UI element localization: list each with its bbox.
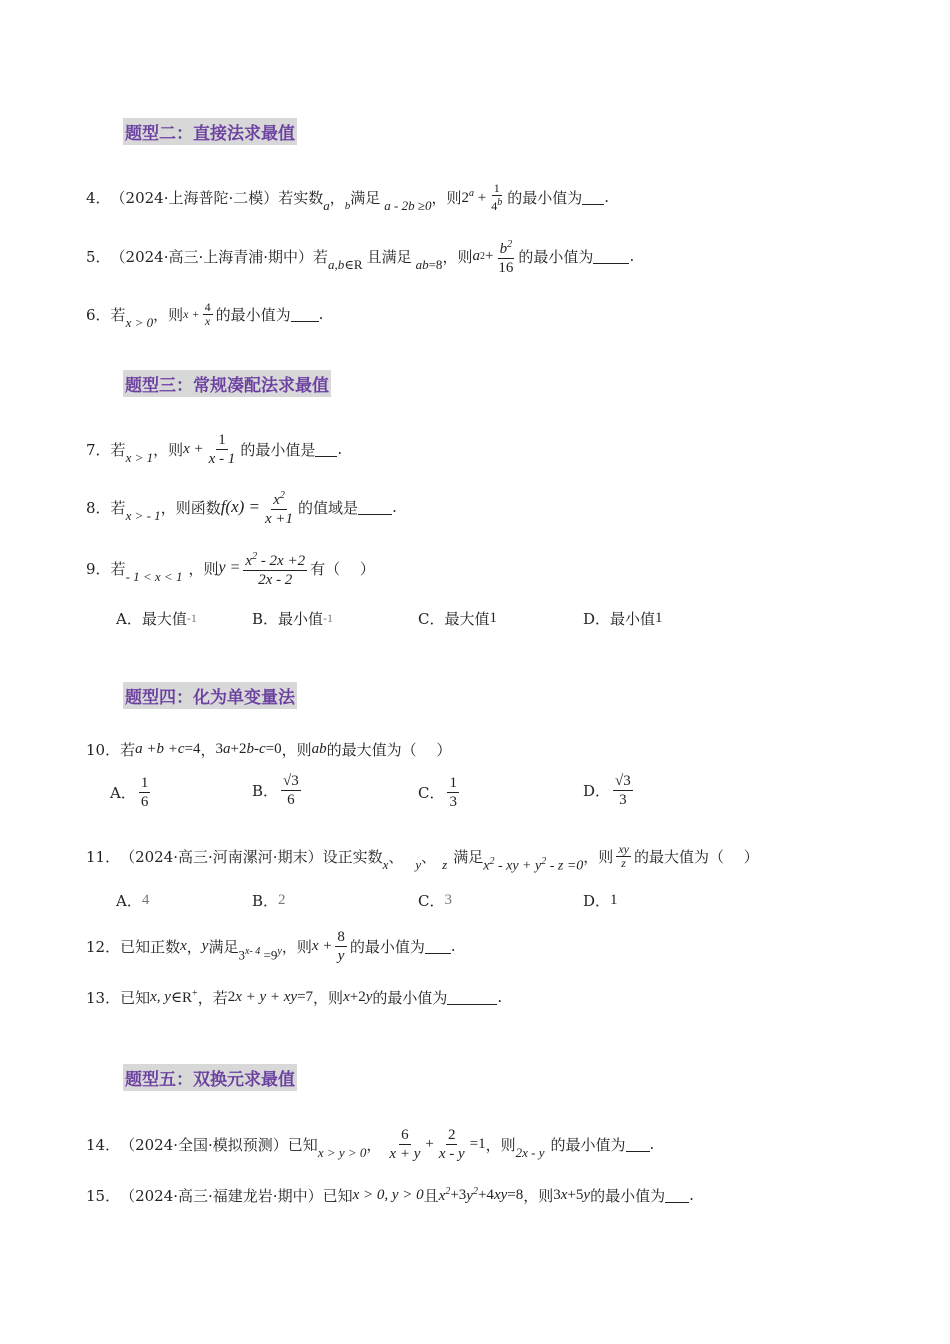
question-text: 已知 (120, 988, 151, 1007)
question-text: 、 (388, 847, 404, 866)
option-a[interactable] (116, 608, 197, 629)
question-text: 的最小值为 (349, 937, 425, 956)
question-15: 15． （2024·高三·福建龙岩·期中）已知 x > 0, y > 0 且 $x^2$ +3 $y^2$ +4 xy =8 ，则 3 x +5 y 的最小值为 . (86, 1185, 694, 1205)
question-text: ， (200, 740, 216, 759)
question-7: 7． 若 x > 1 ，则 x + $\frac{1}{x - 1}$ 的最小值是 . (86, 431, 343, 467)
option-value: 4 (141, 892, 150, 908)
question-text: . (689, 1186, 694, 1204)
question-number: 8． (86, 498, 111, 517)
option-c[interactable] (418, 890, 452, 911)
question-8: 8． 若 x > - 1 ，则函数 f(x) = $\frac{x^2}{x +1}$ 的值域是 . (86, 487, 397, 527)
option-d[interactable] (583, 608, 663, 629)
question-text: . (629, 247, 635, 265)
answer-blank[interactable] (425, 939, 451, 954)
question-text: ，则 (281, 740, 312, 759)
question-number: 14． (86, 1135, 121, 1154)
question-text: ，则 (188, 559, 219, 578)
option-value: 1 (655, 610, 663, 626)
question-text: 的最小值为 (518, 247, 594, 266)
question-text: ，则 (313, 988, 344, 1007)
question-text: . (337, 440, 343, 458)
question-text: 的最小值为 (590, 1186, 666, 1205)
question-text: ，则 (281, 937, 312, 956)
question-4: 4． （2024·上海普陀·二模）若实数 a ， b 满足 a - 2b ≥0 ，则 $2^a$ + $\frac{1}{4^b}$ 的最小值为 . (86, 180, 610, 213)
option-label: B．最小值 (252, 610, 324, 628)
option-c[interactable]: C． $\frac{1}{3}$ (418, 775, 457, 810)
question-text: 的值域是 (298, 498, 359, 517)
question-text: . (604, 188, 610, 206)
option-d[interactable] (583, 890, 618, 911)
option-value: 3 (444, 892, 452, 908)
section-heading-4: 题型四：化为单变量法 (123, 682, 297, 709)
question-text: . (450, 937, 456, 955)
question-text: （2024·高三·河南漯河·期末）设正实数 (120, 847, 383, 866)
question-text: 满足 (350, 188, 381, 207)
question-text: （2024·高三·福建龙岩·期中）已知 (120, 1186, 353, 1205)
option-label: D． (583, 892, 611, 910)
option-value: -1 (323, 611, 334, 625)
option-label: B． (252, 892, 279, 910)
question-text: ，则 (153, 440, 184, 459)
question-11: 11． （2024·高三·河南漯河·期末）设正实数 x 、 y 、 z 满足 $x^2$ - xy + $y^2 - z =0$ ，则 $\frac{xy}{z}$ 的最大值为（ ） (86, 841, 759, 874)
answer-blank[interactable] (626, 1137, 650, 1152)
question-text: ， (186, 937, 202, 956)
answer-blank[interactable] (582, 190, 604, 205)
answer-blank[interactable] (315, 442, 337, 457)
question-text: . (318, 305, 324, 323)
question-text: ， (329, 188, 345, 207)
section-heading-3: 题型三：常规凑配法求最值 (123, 370, 331, 397)
question-text: . (649, 1135, 655, 1153)
question-text: ，则 (485, 1135, 516, 1154)
question-number: 15． (86, 1186, 121, 1205)
question-9: 9． 若 - 1 < x < 1 ，则 y = $\frac{x^2 - 2x +2}{2x - 2}$ 有（ ） (86, 548, 375, 588)
question-text: 的最大值为（ ） (633, 847, 759, 866)
option-b[interactable]: B． $\frac{√3}{6}$ (252, 773, 299, 808)
question-number: 11． (86, 847, 121, 866)
question-13: 13． 已知 x, y ∈R+ ，若 2 x + y + xy =7 ，则 x +2 y 的最小值为 . (86, 987, 503, 1007)
question-text: 且满足 (366, 247, 412, 266)
question-text: ，则 (442, 247, 473, 266)
option-label: A．最大值 (116, 610, 187, 628)
option-label: C． (418, 892, 445, 910)
option-label: A． (110, 784, 136, 802)
option-a[interactable]: A． $\frac{1}{6}$ (110, 775, 149, 810)
option-c[interactable] (418, 608, 497, 629)
question-text: 满足 (453, 847, 484, 866)
question-text: 且 (423, 1186, 439, 1205)
answer-blank[interactable] (665, 1188, 689, 1203)
option-value: 1 (610, 892, 618, 908)
question-number: 6． (86, 305, 111, 324)
question-number: 12． (86, 937, 121, 956)
question-text: ，则 (583, 847, 614, 866)
question-text: 的最小值为 (550, 1135, 626, 1154)
option-a[interactable] (116, 890, 149, 911)
question-text: 已知正数 (120, 937, 181, 956)
option-label: C． (418, 784, 445, 802)
option-label: B． (252, 782, 279, 800)
option-label: A． (116, 892, 142, 910)
question-text: 的最小值为 (372, 988, 448, 1007)
question-14: 14． （2024·全国·模拟预测）已知 x > y > 0 ， $\frac{6}{x + y}$ + $\frac{2}{x - y}$ =1 ，则 2x - y 的最小值为 . (86, 1126, 655, 1162)
question-text: ，则 (523, 1186, 554, 1205)
question-text: ，则 (153, 305, 184, 324)
question-text: 若 (110, 440, 126, 459)
question-number: 7． (86, 440, 111, 459)
option-label: D．最小值 (583, 610, 656, 628)
question-text: 满足 (208, 937, 239, 956)
option-label: C．最大值 (418, 610, 490, 628)
question-text: （2024·高三·上海青浦·期中）若 (110, 247, 329, 266)
question-text: 的最大值为（ ） (326, 740, 452, 759)
question-text: . (392, 498, 397, 516)
question-12: 12． 已知正数 x ， y 满足 $3^{x- 4} =9^y$ ，则 x + $\frac{8}{y}$ 的最小值为 . (86, 928, 456, 964)
question-6: 6． 若 x > 0 ，则 x + $\frac{4}{x}$ 的最小值为 . (86, 299, 324, 330)
option-value: -1 (186, 611, 197, 625)
question-number: 4． (86, 188, 111, 207)
question-number: 5． (86, 247, 111, 266)
option-value: 2 (278, 892, 286, 908)
answer-blank[interactable] (593, 249, 629, 264)
question-text: （2024·全国·模拟预测）已知 (120, 1135, 318, 1154)
question-number: 13． (86, 988, 121, 1007)
question-text: . (497, 988, 503, 1006)
question-text: 若 (120, 740, 136, 759)
question-text: 有（ ） (310, 559, 375, 578)
question-text: 若 (110, 559, 126, 578)
question-10: 10． 若 a +b +c =4 ， 3 a +2 b - c =0 ，则 ab 的最大值为（ ） (86, 740, 452, 759)
question-text: 若 (110, 305, 126, 324)
option-d[interactable]: D． $\frac{√3}{3}$ (583, 773, 631, 808)
answer-blank[interactable] (291, 307, 319, 322)
question-number: 10． (86, 740, 121, 759)
question-text: ， (366, 1135, 382, 1154)
answer-blank[interactable] (447, 990, 497, 1005)
question-text: 若 (110, 498, 126, 517)
answer-blank[interactable] (358, 500, 392, 515)
question-text: ，若 (197, 988, 228, 1007)
option-value: 1 (489, 610, 497, 626)
option-b[interactable] (252, 608, 333, 629)
question-text: ，则 (431, 188, 462, 207)
question-text: （2024·上海普陀·二模）若实数 (110, 188, 324, 207)
question-text: 、 (421, 847, 437, 866)
question-text: 的最小值为 (507, 188, 583, 207)
option-label: D． (583, 782, 611, 800)
section-heading-5: 题型五：双换元求最值 (123, 1064, 297, 1091)
section-heading-2: 题型二：直接法求最值 (123, 118, 297, 145)
question-text: ，则函数 (160, 498, 221, 517)
question-text: 的最小值是 (240, 440, 316, 459)
question-5: 5． （2024·高三·上海青浦·期中）若 a,b ∈R 且满足 ab =8 ，则 a 2 + $\frac{b^2}{16}$ 的最小值为 . (86, 238, 634, 274)
option-b[interactable] (252, 890, 286, 911)
question-text: 的最小值为 (215, 305, 291, 324)
question-number: 9． (86, 559, 111, 578)
